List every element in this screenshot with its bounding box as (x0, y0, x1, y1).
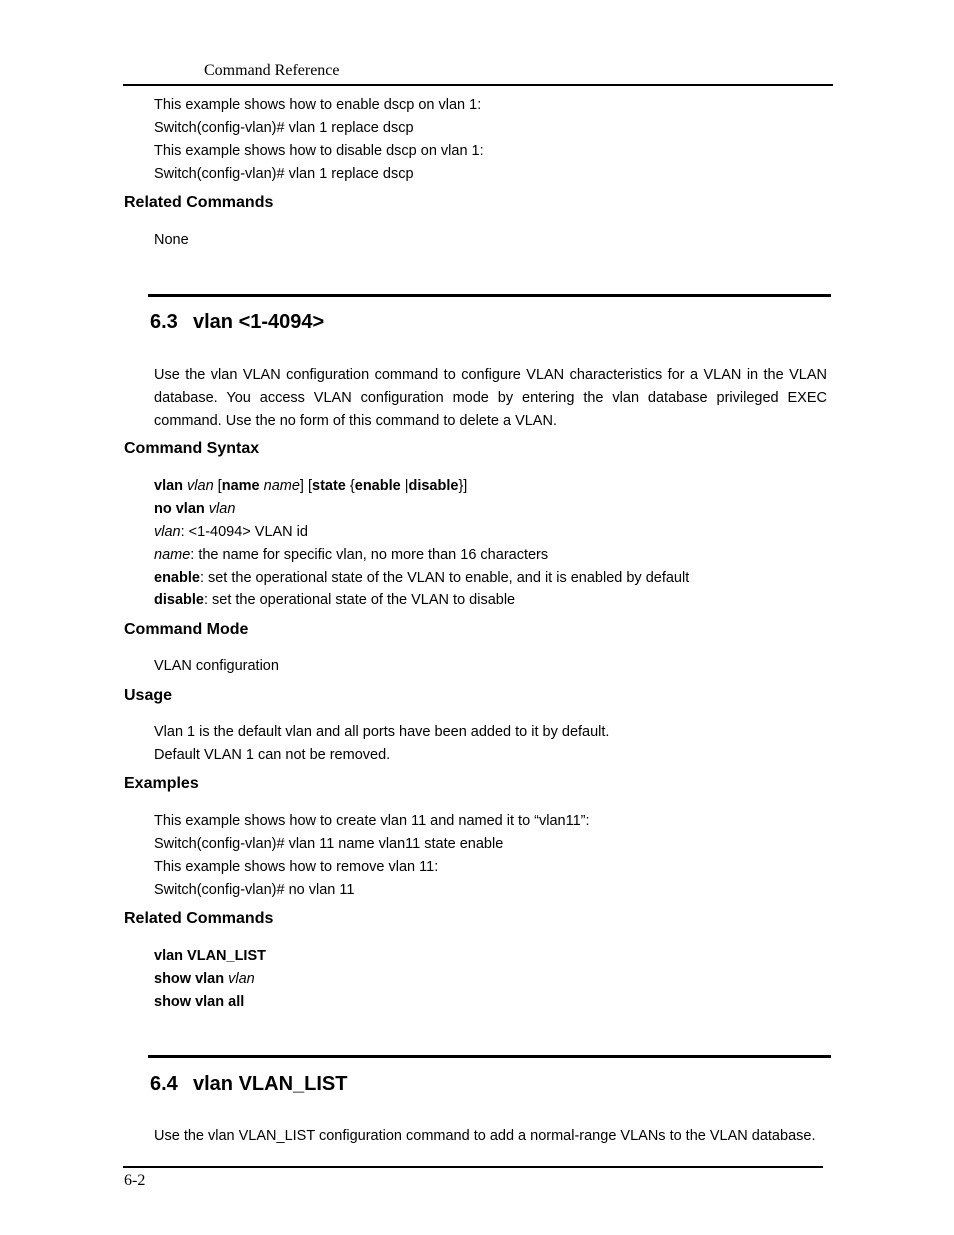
related-commands-heading: Related Commands (124, 194, 274, 211)
usage-heading: Usage (124, 687, 173, 704)
punct: [ (213, 478, 222, 494)
intro-line: database. You access VLAN configuration mode by entering the vlan database privileged EXEC (154, 390, 827, 406)
related-command (154, 971, 255, 987)
param-desc: : set the operational state of the VLAN to enable, and it is enabled by default (199, 570, 690, 586)
example-text: This example shows how to disable dscp on vlan 1: (154, 143, 484, 159)
section-title: vlan <1-4094> (193, 311, 325, 333)
example-command: Switch(config-vlan)# vlan 1 replace dscp (154, 166, 414, 182)
related-commands-heading: Related Commands (124, 910, 274, 927)
syntax-line (154, 501, 235, 517)
command-mode-heading: Command Mode (124, 621, 249, 638)
param-desc: : the name for specific vlan, no more than 16 characters (190, 547, 549, 563)
command-syntax-heading: Command Syntax (124, 440, 260, 457)
header-rule (123, 84, 833, 86)
section-title: vlan VLAN_LIST (193, 1073, 348, 1095)
param-line (154, 592, 515, 608)
punct: ] [ (299, 478, 313, 494)
running-header: Command Reference (204, 62, 340, 79)
punct: }] (458, 478, 468, 494)
example-text: This example shows how to enable dscp on vlan 1: (154, 97, 482, 113)
section-intro-paragraph: Use the vlan VLAN_LIST configuration command to add a normal-range VLANs to the VLAN database. (154, 1128, 816, 1144)
section-number: 6.4 (150, 1073, 178, 1095)
arg: name (259, 478, 300, 494)
section-heading (150, 1073, 347, 1096)
param-desc: : set the operational state of the VLAN to disable (203, 592, 516, 608)
syntax-line (154, 478, 467, 494)
param-line (154, 524, 308, 540)
param-line (154, 547, 548, 563)
section-intro-paragraph (154, 364, 827, 433)
punct: | (400, 478, 409, 494)
related-command-name: vlan VLAN_LIST (154, 948, 266, 964)
param-line (154, 570, 689, 586)
related-command (154, 948, 266, 964)
example-command: Switch(config-vlan)# vlan 1 replace dscp (154, 120, 414, 136)
example-command: Switch(config-vlan)# no vlan 11 (154, 882, 355, 898)
related-command (154, 994, 244, 1010)
usage-line: Default VLAN 1 can not be removed. (154, 747, 391, 763)
kw: state (312, 478, 346, 494)
punct: { (345, 478, 355, 494)
example-command: Switch(config-vlan)# vlan 11 name vlan11 state enable (154, 836, 504, 852)
command-mode-value: VLAN configuration (154, 658, 279, 674)
related-command-name: show vlan (154, 971, 225, 987)
param-name: vlan (154, 524, 181, 540)
param-name: disable (154, 592, 204, 608)
intro-line: Use the vlan VLAN configuration command to configure VLAN characteristics for a VLAN in the VLAN (154, 367, 827, 383)
kw: name (221, 478, 260, 494)
kw: no vlan (154, 501, 205, 517)
kw: vlan (154, 478, 184, 494)
example-text: This example shows how to remove vlan 11: (154, 859, 439, 875)
examples-heading: Examples (124, 775, 199, 792)
kw: enable (354, 478, 401, 494)
arg: vlan (183, 478, 214, 494)
kw: disable (408, 478, 459, 494)
page-number: 6-2 (124, 1172, 146, 1189)
section-heading (150, 311, 324, 334)
section-number: 6.3 (150, 311, 178, 333)
footer-rule (123, 1166, 823, 1168)
usage-line: Vlan 1 is the default vlan and all ports have been added to it by default. (154, 724, 610, 740)
param-name: enable (154, 570, 200, 586)
example-text: This example shows how to create vlan 11 and named it to “vlan11”: (154, 813, 590, 829)
section-rule (148, 294, 831, 297)
arg: vlan (204, 501, 236, 517)
section-rule (148, 1055, 831, 1058)
related-command-name: show vlan all (154, 994, 245, 1010)
arg: vlan (224, 971, 255, 987)
param-desc: : <1-4094> VLAN id (180, 524, 308, 540)
param-name: name (154, 547, 191, 563)
related-commands-value: None (154, 232, 189, 248)
intro-line: command. Use the no form of this command to delete a VLAN. (154, 413, 557, 429)
